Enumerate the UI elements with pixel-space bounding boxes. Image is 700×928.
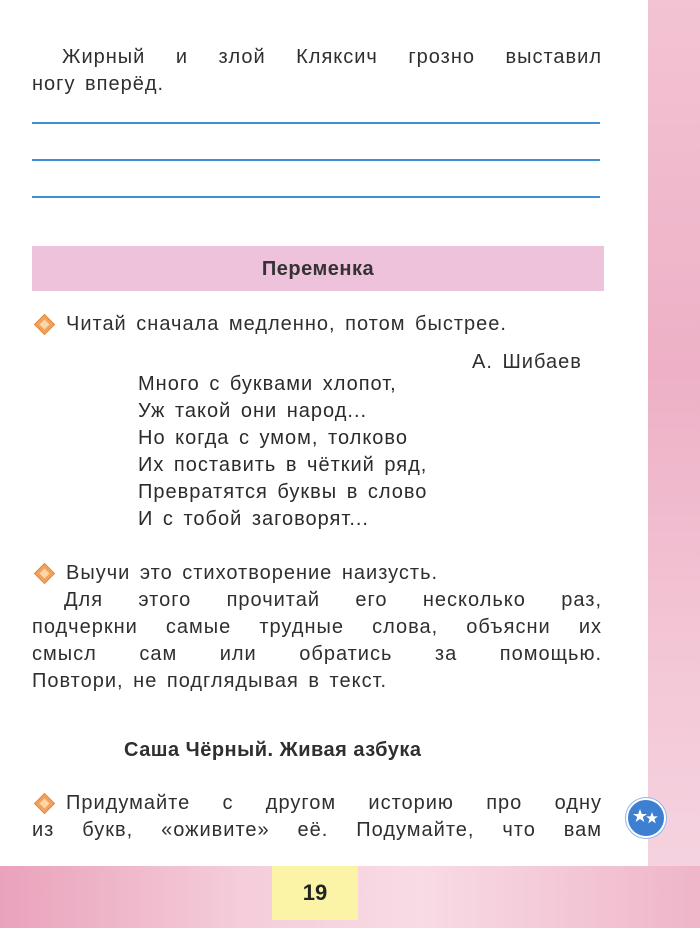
stars-icon xyxy=(626,798,666,838)
task2-line-2: Для этого прочитай его несколько раз, xyxy=(64,589,602,611)
task-marker-icon xyxy=(34,563,55,584)
writing-line-2 xyxy=(32,159,600,161)
writing-line-3 xyxy=(32,196,600,198)
section-banner-title: Переменка xyxy=(261,258,375,280)
poem-line: И с тобой заговорят... xyxy=(138,508,369,530)
task3-line-2: из букв, «оживите» её. Подумайте, что вам xyxy=(32,819,602,841)
poem-line: Но когда с умом, толково xyxy=(138,427,408,449)
poem-line: Много с буквами хлопот, xyxy=(138,373,397,395)
page-number-box xyxy=(272,866,358,920)
task2-line-5: Повтори, не подглядывая в текст. xyxy=(32,670,388,692)
poem-line: Уж такой они народ... xyxy=(138,400,368,422)
task2-line-3: подчеркни самые трудные слова, объясни их xyxy=(32,616,602,638)
section-banner xyxy=(32,246,604,291)
task-marker-icon xyxy=(34,793,55,814)
poem-line: Превратятся буквы в слово xyxy=(138,481,428,503)
writing-line-1 xyxy=(32,122,600,124)
task2-line-1: Выучи это стихотворение наизусть. xyxy=(66,562,439,584)
task-marker-icon xyxy=(34,314,55,335)
poem-author: А. Шибаев xyxy=(472,351,582,373)
section-heading: Саша Чёрный. Живая азбука xyxy=(124,739,422,761)
poem-line: Их поставить в чёткий ряд, xyxy=(138,454,428,476)
right-decorative-band xyxy=(648,0,700,928)
task2-line-4: смысл сам или обратись за помощью. xyxy=(32,643,602,665)
intro-line-1: Жирный и злой Кляксич грозно выставил xyxy=(62,46,602,68)
task1-text: Читай сначала медленно, потом быстрее. xyxy=(66,313,507,335)
intro-line-2: ногу вперёд. xyxy=(32,73,165,95)
page-number: 19 xyxy=(302,880,328,905)
task3-line-1: Придумайте с другом историю про одну xyxy=(66,792,602,814)
